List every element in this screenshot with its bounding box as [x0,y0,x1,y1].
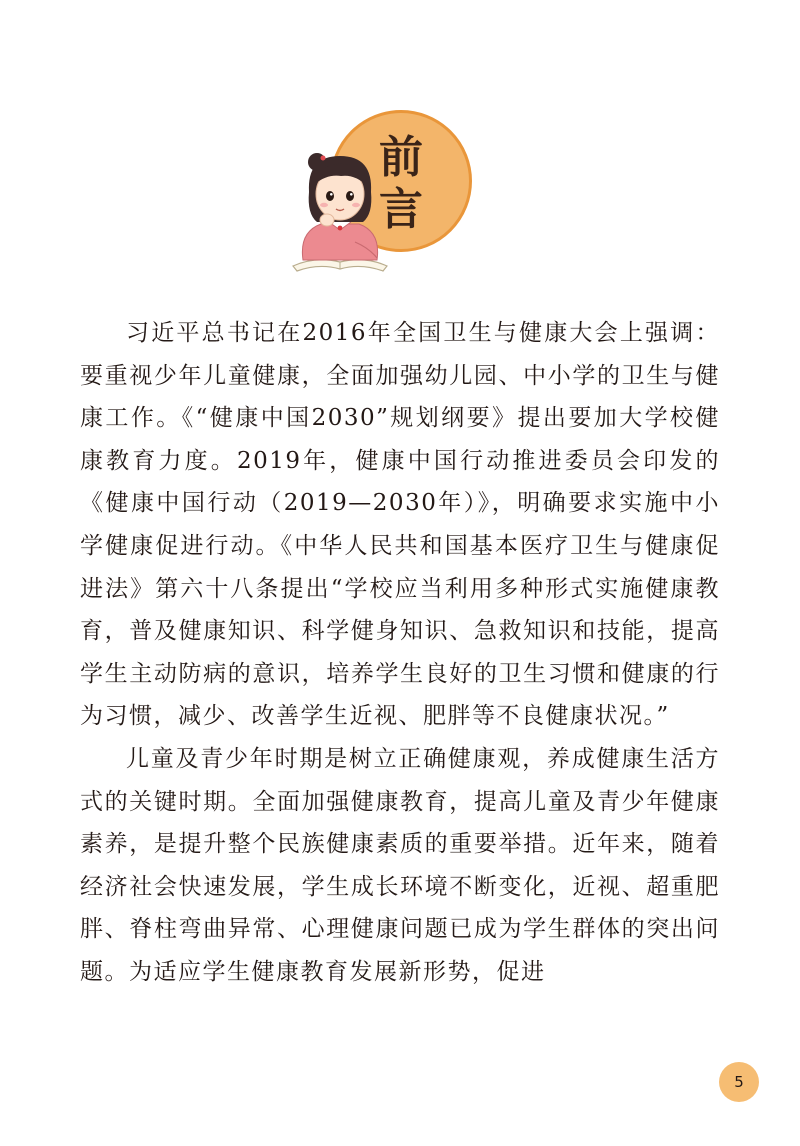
page-title: 前言 [379,132,423,235]
paragraph-2: 儿童及青少年时期是树立正确健康观，养成健康生活方式的关键时期。全面加强健康教育，提高儿童及青少年健康素养，是提升整个民族健康素质的重要举措。近年来，随着经济社会快速发展，学生成长环境不断变化，近视、超重肥胖、脊柱弯曲异常、心理健康问题已成为学生群体的突出问题。为适应学生健康教育发展新形势，促进 [80,745,720,985]
preface-body [80,312,720,994]
paragraph-1: 习近平总书记在2016年全国卫生与健康大会上强调：要重视少年儿童健康，全面加强幼儿园、中小学的卫生与健康工作。《“健康中国2030”规划纲要》提出要加大学校健康教育力度。2019年，健康中国行动推进委员会印发的《健康中国行动（2019—2030年）》，明确要求实施中小学健康促进行动。《中华人民共和国基本医疗卫生与健康促进法》第六十八条提出“学校应当利用多种形式实施健康教育，普及健康知识、科学健身知识、急救知识和技能，提高学生主动防病的意识，培养学生良好的卫生习惯和健康的行为习惯，减少、改善学生近视、肥胖等不良健康状况。” [80,320,720,730]
page-number-badge: 5 [719,1062,759,1102]
preface-header [285,108,485,268]
